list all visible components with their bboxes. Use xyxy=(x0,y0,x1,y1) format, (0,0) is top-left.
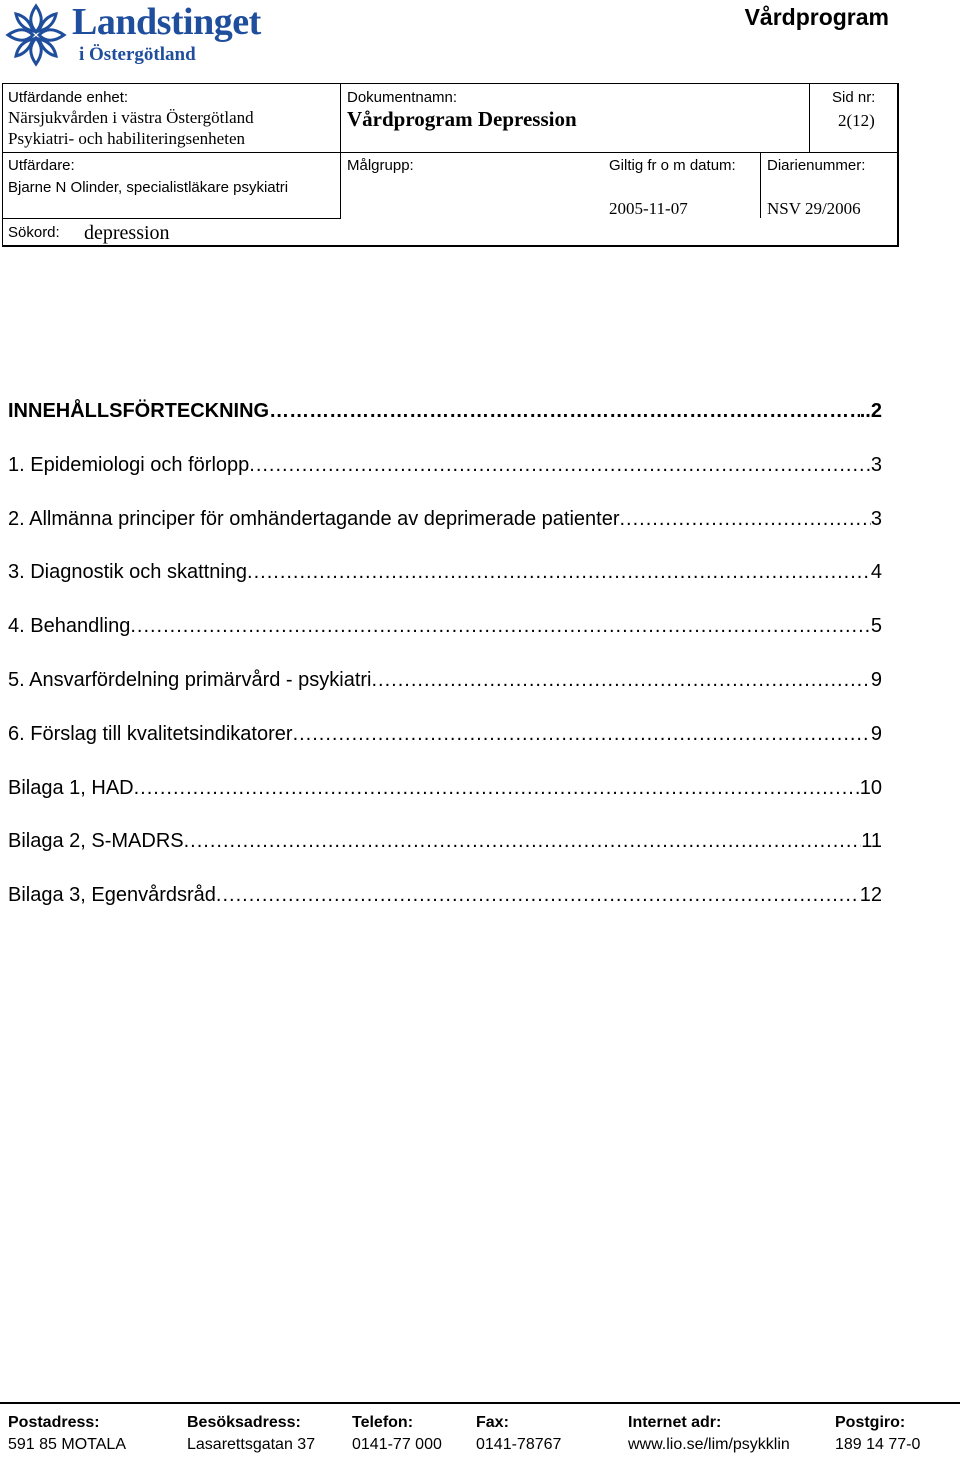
logo-name: Landstinget xyxy=(72,1,261,43)
valid-from-value: 2005-11-07 xyxy=(609,199,688,218)
giro-label: Postgiro: xyxy=(835,1414,906,1431)
toc-page: 12 xyxy=(859,884,882,906)
docname-value: Vårdprogram Depression xyxy=(347,107,577,131)
docname-label: Dokumentnamn: xyxy=(347,89,458,106)
toc-title: 2. Allmänna principer för omhändertagande av deprimerade patienter xyxy=(8,508,620,530)
info-divider xyxy=(2,218,341,219)
phone-value: 0141-77 000 xyxy=(352,1436,442,1453)
toc-page: ..2 xyxy=(859,400,882,422)
toc-title: 1. Epidemiologi och förlopp xyxy=(8,454,250,476)
toc-page: 9 xyxy=(870,723,882,745)
toc-title: Bilaga 3, Egenvårdsråd xyxy=(8,884,216,906)
toc-title: 4. Behandling xyxy=(8,615,131,637)
toc-entry[interactable] xyxy=(8,666,882,692)
issuer-value: Bjarne N Olinder, specialistläkare psykiatri xyxy=(8,179,289,196)
toc-title: 3. Diagnostik och skattning xyxy=(8,561,248,583)
phone-label: Telefon: xyxy=(352,1414,414,1431)
toc-page: 11 xyxy=(861,830,882,852)
toc-entry[interactable] xyxy=(8,774,882,800)
web-label: Internet adr: xyxy=(628,1414,722,1431)
postal-label: Postadress: xyxy=(8,1414,100,1431)
toc-entry[interactable] xyxy=(8,612,882,638)
toc-title: 6. Förslag till kvalitetsindikatorer xyxy=(8,723,293,745)
logo-emblem-icon xyxy=(5,2,67,68)
giro-value: 189 14 77-0 xyxy=(835,1436,921,1453)
diary-value: NSV 29/2006 xyxy=(767,199,861,218)
toc-title: 5. Ansvarfördelning primärvård - psykiatri xyxy=(8,669,372,691)
toc-title: Bilaga 2, S-MADRS xyxy=(8,830,184,852)
valid-from-label: Giltig fr o m datum: xyxy=(609,157,736,174)
visit-value: Lasarettsgatan 37 xyxy=(187,1436,316,1453)
toc-title: Bilaga 1, HAD xyxy=(8,777,134,799)
toc-entry[interactable] xyxy=(8,827,882,853)
keyword-value: depression xyxy=(84,222,170,244)
logo-subtitle: i Östergötland xyxy=(79,44,196,65)
info-divider xyxy=(2,152,899,153)
toc-page: 10 xyxy=(859,777,882,799)
document-type: Vårdprogram xyxy=(744,4,889,30)
toc-page: 9 xyxy=(870,669,882,691)
toc-entry[interactable] xyxy=(8,558,882,584)
web-link[interactable]: www.lio.se/lim/psykklin xyxy=(628,1436,790,1453)
toc-page: 4 xyxy=(870,561,882,583)
fax-label: Fax: xyxy=(476,1414,509,1431)
page-value: 2(12) xyxy=(838,111,875,130)
page-label: Sid nr: xyxy=(832,89,876,106)
postal-value: 591 85 MOTALA xyxy=(8,1436,126,1453)
unit-line-1: Närsjukvården i västra Östergötland xyxy=(8,108,254,127)
keyword-label: Sökord: xyxy=(8,224,60,241)
toc-entry[interactable] xyxy=(8,451,882,477)
footer-divider xyxy=(0,1402,960,1404)
toc-entry[interactable] xyxy=(8,881,882,907)
info-divider xyxy=(340,83,341,218)
toc-page: 5 xyxy=(870,615,882,637)
diary-label: Diarienummer: xyxy=(767,157,866,174)
toc-page: 3 xyxy=(870,454,882,476)
toc-heading[interactable] xyxy=(8,397,882,423)
toc-page: 3 xyxy=(870,508,882,530)
toc-entry[interactable] xyxy=(8,720,882,746)
unit-line-2: Psykiatri- och habiliteringsenheten xyxy=(8,129,245,148)
unit-label: Utfärdande enhet: xyxy=(8,89,129,106)
target-group-label: Målgrupp: xyxy=(347,157,414,174)
toc-entry[interactable] xyxy=(8,505,882,531)
issuer-label: Utfärdare: xyxy=(8,157,75,174)
info-divider xyxy=(809,83,810,152)
fax-value: 0141-78767 xyxy=(476,1436,562,1453)
landstinget-logo xyxy=(5,2,295,70)
toc-title: INNEHÅLLSFÖRTECKNING xyxy=(8,400,270,422)
visit-label: Besöksadress: xyxy=(187,1414,301,1431)
info-divider xyxy=(760,152,761,218)
